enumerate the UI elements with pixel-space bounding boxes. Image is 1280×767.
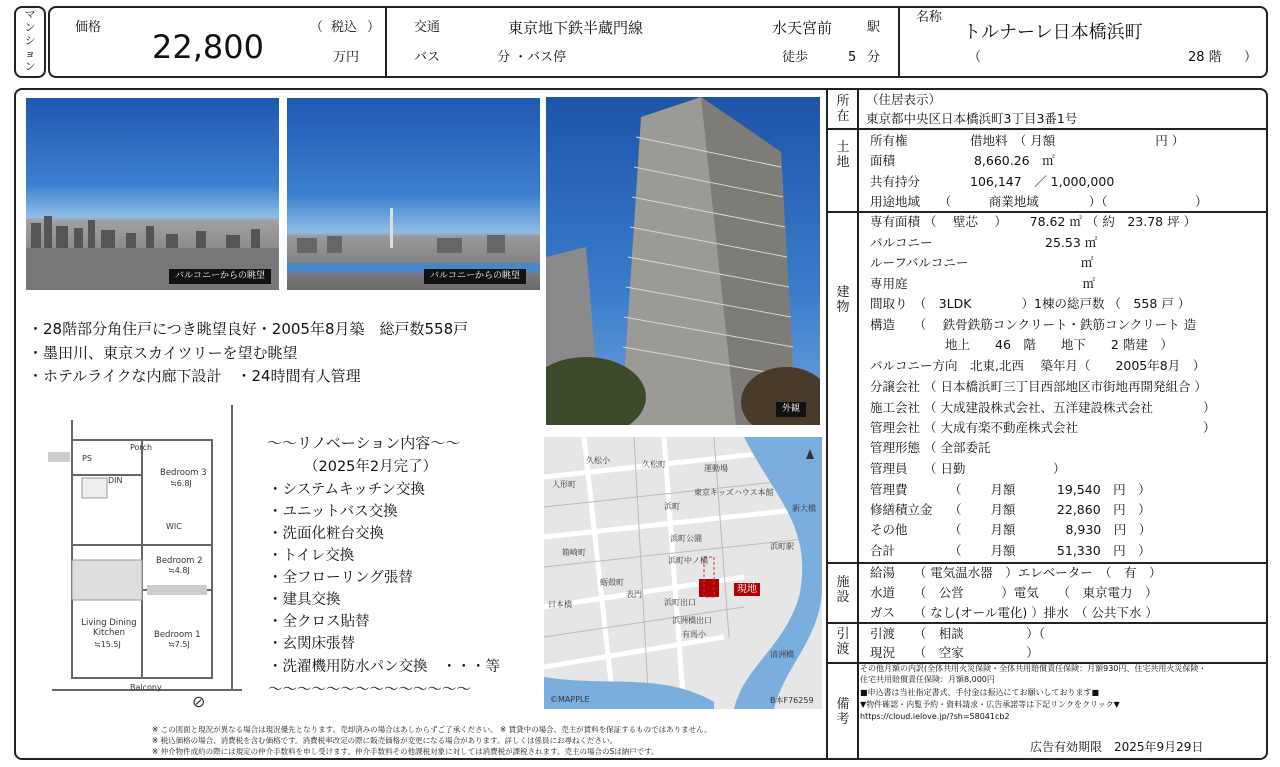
bedroom1-label: Bedroom 1 <box>154 630 201 640</box>
highlight-3: ・ホテルライクな内廊下設計 ・24時間有人管理 <box>28 367 361 385</box>
city-skyline-1 <box>26 98 279 290</box>
name-label: 名称 <box>916 10 943 25</box>
bedroom3-label: Bedroom 3 <box>160 468 207 478</box>
floor-close: ） <box>1244 50 1258 65</box>
map-label-nakanohashi: 浜町中ノ橋 <box>668 556 708 565</box>
highlight-2: ・墨田川、東京スカイツリーを望む眺望 <box>28 344 298 362</box>
renovation-item-2: ・ユニットバス交換 <box>268 504 398 520</box>
building-row-13: 管理員 （ 日勤 ） <box>870 461 1066 476</box>
map-label-ningyocho: 人形町 <box>552 480 576 489</box>
traffic-label: 交通 <box>414 20 441 35</box>
map-label-kids-house: 東京キッズハウス本館 <box>694 488 774 497</box>
bedroom2-label: Bedroom 2 <box>156 556 203 566</box>
map-label-hamasu-exit: 浜洲橋出口 <box>672 616 712 625</box>
tower-illustration <box>546 97 820 425</box>
renovation-item-6: ・建具交換 <box>268 592 341 608</box>
main-divider <box>826 88 828 760</box>
map-label-hisamatsu-school: 久松小 <box>586 456 610 465</box>
price-label: 価格 <box>75 20 102 35</box>
bedroom1-size: ≒7.5J <box>168 640 190 649</box>
map-label-hamacho-exit: 浜町出口 <box>664 598 696 607</box>
map-code: B本F76259 <box>770 696 814 705</box>
highlight-1: ・28階部分角住戸につき眺望良好・2005年8月築 総戸数558戸 <box>28 320 469 338</box>
ps-label: PS <box>82 454 92 463</box>
remarks-row-1: その他月額の内訳(全体共用火災保険・全体共用賠償責任保険：月額930円、住宅共用火災保険・ <box>860 664 1207 673</box>
renovation-item-7: ・全クロス貼替 <box>268 614 370 630</box>
building-row-15: 修繕積立金 （ 月額 22,860 円 ） <box>870 502 1151 517</box>
remarks-link[interactable]: https://cloud.ielove.jp/?sh=58041cb2 <box>860 712 1010 721</box>
building-row-1: 専有面積 （ 壁芯 ） 78.62 ㎡ （ 約 23.78 坪 ） <box>870 214 1197 229</box>
facility-row-2: 水道 （ 公営 ）電気 （ 東京電力 ） <box>870 585 1158 600</box>
compass-icon: ⊘ <box>192 692 206 711</box>
location-line-1: （住居表示） <box>866 92 942 107</box>
map-site-marker: 現地 <box>734 583 760 596</box>
exterior-caption: 外観 <box>776 402 806 417</box>
building-row-10: 施工会社 （ 大成建設株式会社、五洋建設株式会社 ） <box>870 400 1216 415</box>
map-label-nihonbashi: 日本橋 <box>548 600 572 609</box>
renovation-completed: （2025年2月完了） <box>304 459 438 475</box>
location-line-2: 東京都中央区日本橋浜町3丁目3番1号 <box>866 111 1078 126</box>
map-label-shinohashi: 新大橋 <box>792 504 816 513</box>
renovation-item-8: ・玄関床張替 <box>268 636 355 652</box>
building-row-14: 管理費 （ 月額 19,540 円 ） <box>870 482 1151 497</box>
map-credit: ©MAPPLE <box>550 695 590 704</box>
renovation-item-1: ・システムキッチン交換 <box>268 482 426 498</box>
map-label-hakozaki: 箱崎町 <box>562 548 586 557</box>
building-row-16: その他 （ 月額 8,930 円 ） <box>870 522 1152 537</box>
tax-label: 税込 <box>331 20 358 35</box>
building-row-12: 管理形態 （ 全部委託 <box>870 440 991 455</box>
map-label-arima-school: 有馬小 <box>682 630 706 639</box>
station-suffix: 駅 <box>867 20 881 35</box>
walk-minutes: 5 <box>848 50 857 65</box>
remarks-label: 備考 <box>836 697 850 727</box>
map-label-omotemon: 表門 <box>626 590 642 599</box>
bus-text: 分 ・バス停 <box>497 50 567 65</box>
note-2: ※ 税込価格の場合、消費税を含む価格です。消費税率改定の際に販売価格が変更になる場合があります。詳しくは係員にお尋ねください。 <box>152 736 617 745</box>
spec-sep-3 <box>826 562 1268 564</box>
building-row-9: 分譲会社 （ 日本橋浜町三丁目西部地区市街地再開発組合 ） <box>870 379 1207 394</box>
building-row-4: 専用庭 ㎡ <box>870 276 1096 291</box>
balcony-label: Balcony <box>130 683 162 692</box>
handover-label: 引渡 <box>836 627 850 657</box>
tax-close: ） <box>367 20 381 35</box>
map-label-ground: 運動場 <box>704 464 728 473</box>
tax-open: （ <box>310 20 324 35</box>
renovation-item-5: ・全フローリング張替 <box>268 570 413 586</box>
price-value: 22,800 <box>152 28 264 66</box>
floor-plan <box>42 400 257 710</box>
land-row-3: 共有持分 106,147 ／ 1,000,000 <box>870 174 1115 189</box>
handover-row-1: 引渡 （ 相談 ）（ <box>870 626 1046 641</box>
remarks-row-2: 住宅共用賠償責任保険：月額8,000円 <box>860 675 995 684</box>
porch-label: Porch <box>130 443 153 452</box>
header-divider-2 <box>898 6 900 78</box>
ldk-size: ≒15.5J <box>94 640 121 649</box>
building-row-3: ルーフバルコニー ㎡ <box>870 255 1094 270</box>
building-row-2: バルコニー 25.53 ㎡ <box>870 235 1098 250</box>
category-label: マンション <box>24 8 36 73</box>
building-row-7: 地上 46 階 地下 2 階建 ） <box>870 337 1173 352</box>
photo-2-caption: バルコニーからの眺望 <box>424 269 526 284</box>
handover-row-2: 現況 （ 空家 ） <box>870 645 1039 660</box>
facility-label: 施設 <box>836 575 850 605</box>
building-row-11: 管理会社 （ 大成有楽不動産株式会社 ） <box>870 420 1216 435</box>
exterior-photo <box>546 97 820 425</box>
location-label: 所在 <box>836 94 850 124</box>
map-label-hamacho-station: 浜町駅 <box>770 542 794 551</box>
remarks-row-3: ■申込書は当社指定書式、手付金は振込にてお願いしております■ <box>860 688 1100 697</box>
renovation-title: ～～リノベーション内容～～ <box>267 434 461 452</box>
building-row-6: 構造 （ 鉄骨鉄筋コンクリート・鉄筋コンクリート 造 <box>870 317 1197 332</box>
building-label: 建物 <box>836 285 850 315</box>
map-label-hamacho-park: 浜町公園 <box>670 534 702 543</box>
price-unit: 万円 <box>333 50 360 65</box>
line-name: 東京地下鉄半蔵門線 <box>508 19 644 37</box>
building-row-8: バルコニー方向 北東,北西 築年月（ 2005年8月 ） <box>870 358 1206 373</box>
renovation-footer: ～～～～～～～～～～～～～～ <box>268 682 471 698</box>
renovation-item-9: ・洗濯機用防水パン交換 ・・・等 <box>268 659 500 675</box>
map-label-hisamatsu: 久松町 <box>642 460 666 469</box>
map-label-kiyosu-bridge: 清洲橋 <box>770 650 794 659</box>
map-label-hamacho: 浜町 <box>664 502 680 511</box>
spec-sep-2 <box>826 211 1268 213</box>
header-divider-1 <box>385 6 387 78</box>
land-row-4: 用途地域 （ 商業地域 ）（ ） <box>870 194 1208 209</box>
din-label: DIN <box>108 476 123 485</box>
spec-label-divider <box>857 88 859 760</box>
balcony-view-photo-1 <box>26 98 279 290</box>
bus-label: バス <box>414 50 441 65</box>
station-name: 水天宮前 <box>772 19 833 37</box>
bedroom2-size: ≒4.8J <box>168 566 190 575</box>
walk-label: 徒歩 <box>782 50 809 65</box>
remarks-row-4: ▼物件確認・内覧予約・資料請求・広告承諾等は下記リンクをクリック▼ <box>860 700 1120 709</box>
facility-row-1: 給湯 （ 電気温水器 ）エレベーター （ 有 ） <box>870 565 1162 580</box>
wic-label: WIC <box>166 522 182 531</box>
city-skyline-2 <box>287 98 540 290</box>
map-drawing <box>544 437 822 709</box>
facility-row-3: ガス （ なし(オール電化) ）排水 （ 公共下水 ） <box>870 605 1158 620</box>
land-row-2: 面積 8,660.26 ㎡ <box>870 153 1055 168</box>
balcony-view-photo-2 <box>287 98 540 290</box>
land-label: 土地 <box>836 140 850 170</box>
building-row-17: 合計 （ 月額 51,330 円 ） <box>870 543 1151 558</box>
walk-unit: 分 <box>867 50 881 65</box>
note-3: ※ 仲介物件成約の際には規定の仲介手数料を申し受けます。仲介手数料その他課税対象に対しては消費税が課税されます。売主の場合のSは納戸です。 <box>152 747 659 756</box>
ldk-label: Living Dining Kitchen <box>81 618 137 638</box>
photo-1-caption: バルコニーからの眺望 <box>169 269 271 284</box>
floor-open: （ <box>968 50 982 65</box>
spec-sep-4 <box>826 622 1268 624</box>
renovation-item-4: ・トイレ交換 <box>268 548 355 564</box>
renovation-item-3: ・洗面化粧台交換 <box>268 526 384 542</box>
map-label-kakigara: 蛎殻町 <box>600 578 624 587</box>
property-name: トルナーレ日本橋浜町 <box>963 22 1143 43</box>
building-row-5: 間取り （ 3LDK ）1棟の総戸数 （ 558 戸 ） <box>870 296 1191 311</box>
ad-expiry: 広告有効期限 2025年9月29日 <box>1030 740 1204 754</box>
area-map <box>544 437 822 709</box>
land-row-1: 所有権 借地料 （ 月額 円 ） <box>870 133 1185 148</box>
note-1: ※ この図面と現況が異なる場合は現況優先となります。売却済みの場合はあしからずご了承ください。 ※ 賃貸中の場合、売主が賃料を保証するものではありません。 <box>152 725 712 734</box>
bedroom3-size: ≒6.8J <box>170 479 192 488</box>
floor-value: 28 階 <box>1188 50 1222 65</box>
spec-sep-1 <box>826 128 1268 130</box>
